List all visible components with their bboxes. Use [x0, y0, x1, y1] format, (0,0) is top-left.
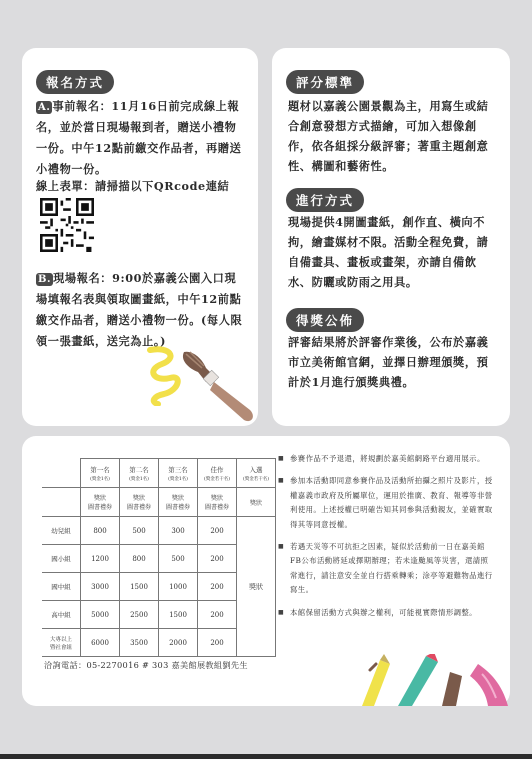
- scoring-title: 評分標準: [286, 70, 364, 94]
- table-cell: 獎狀 圖書禮券: [81, 488, 120, 517]
- table-cell: 1200: [81, 545, 120, 573]
- table-cell: 2500: [120, 601, 159, 629]
- bottom-bar: [0, 754, 532, 759]
- table-cell: 300: [159, 517, 198, 545]
- table-cell: 獎狀 圖書禮券: [198, 488, 237, 517]
- registration-b-text: 現場報名：9:00於嘉義公園入口現場填報名表與領取圖畫紙，中午12前點繳交作品者，贈送小禮物一份。(每人限領一張畫紙，送完為止。): [36, 271, 243, 348]
- table-row: [42, 517, 276, 545]
- colored-pencils-icon: [340, 654, 510, 706]
- prize-table: [42, 458, 276, 657]
- registration-a-text: 事前報名：11月16日前完成線上報名，並於當日現場報到者，贈送小禮物一份。中午12點前繳交作品者，再贈送小禮物一份。: [36, 99, 242, 176]
- table-cell: 獎狀 圖書禮券: [159, 488, 198, 517]
- online-form: [36, 176, 248, 197]
- table-cell: 500: [120, 517, 159, 545]
- scoring-text: 題材以嘉義公園景觀為主，用寫生或結合創意發想方式描繪，可加入想像創作，依各組採分級評審；著重主題創意性、構圖和藝術性。: [288, 99, 489, 173]
- table-cell: 500: [159, 545, 198, 573]
- registration-title: 報名方式: [36, 70, 114, 94]
- table-award-row: [42, 488, 276, 517]
- table-group: 國小組: [42, 545, 81, 573]
- table-cell: 200: [198, 629, 237, 657]
- registration-card: [22, 48, 258, 426]
- table-cell: 3000: [81, 573, 120, 601]
- table-header-cell: 第三名 (獎金1名): [159, 459, 198, 488]
- marker-a: A.: [38, 102, 51, 113]
- table-header-empty: [42, 459, 81, 488]
- info-card: [272, 48, 510, 426]
- table-cell: 200: [198, 573, 237, 601]
- table-cell: 200: [198, 601, 237, 629]
- table-cell: 1500: [120, 573, 159, 601]
- notes-list: [278, 452, 496, 628]
- table-header-cell: 佳作 (獎金若干名): [198, 459, 237, 488]
- process-text: 現場提供4開圖畫紙，創作直、橫向不拘，繪畫媒材不限。活動全程免費，請自備畫具、畫板或畫架，亦請自備飲水、防曬或防雨之用具。: [288, 215, 489, 289]
- qr-code[interactable]: [40, 198, 94, 252]
- table-cell: [42, 488, 81, 517]
- award-text: 評審結果將於評審作業後，公布於嘉義市立美術館官網，並擇日辦理頒獎，預計於1月進行頒獎典禮。: [288, 335, 489, 389]
- online-text: 請掃描以下QRcode連結: [94, 179, 230, 193]
- table-cell: 3500: [120, 629, 159, 657]
- prize-card: [22, 436, 510, 706]
- table-header-cell: 第二名 (獎金1名): [120, 459, 159, 488]
- marker-b: B.: [38, 274, 52, 285]
- award-title: 得獎公佈: [286, 308, 364, 332]
- contact-info: 洽詢電話：05-2270016 # 303 嘉美館展教組劉先生: [44, 660, 248, 670]
- table-cell: 2000: [159, 629, 198, 657]
- table-cell: 800: [81, 517, 120, 545]
- table-header-cell: 第一名 (獎金1名): [81, 459, 120, 488]
- list-item: ■ 參賽作品不予退還，將規劃於嘉美館網路平台適用展示。: [278, 452, 496, 466]
- process-title: 進行方式: [286, 188, 364, 212]
- table-cell: 200: [198, 545, 237, 573]
- registration-b: [36, 268, 248, 352]
- table-group: 高中組: [42, 601, 81, 629]
- table-cell: 1500: [159, 601, 198, 629]
- table-group: 國中組: [42, 573, 81, 601]
- table-cell: 5000: [81, 601, 120, 629]
- table-cell: 6000: [81, 629, 120, 657]
- online-label: 線上表單：: [36, 179, 95, 193]
- paintbrush-icon: [178, 346, 258, 426]
- table-cell: 獎狀 圖書禮券: [120, 488, 159, 517]
- table-group: 幼兒組: [42, 517, 81, 545]
- list-item: ■ 參加本活動即同意參賽作品及活動所拍攝之照片及影片，授權嘉義市政府及所屬單位，運用於推廣、教育、報導等非營利使用。上述授權已明確告知其同參與活動親友，並確實取得其等同意授權。: [278, 474, 496, 532]
- registration-a: [36, 96, 248, 180]
- list-item: ■ 本館保留活動方式與辦之權利，可能視實際情形調整。: [278, 606, 496, 620]
- table-cell: 獎狀: [237, 488, 276, 517]
- table-header-cell: 入選 (獎金若干名): [237, 459, 276, 488]
- table-cell: 200: [198, 517, 237, 545]
- table-header-row: [42, 459, 276, 488]
- table-group: 大專以上 暨社會組: [42, 629, 81, 657]
- list-item: ■ 若遇天災等不可抗拒之因素，疑似於活動前一日在嘉美館FB公布活動將延或擇期辦理；若未逢颱風等災害，還請照常進行，請注意安全並自行搭乘轉乘；涂亭等避難物品進行寫生。: [278, 540, 496, 598]
- table-cell: 800: [120, 545, 159, 573]
- table-merged-cell: 獎狀: [237, 517, 276, 657]
- table-cell: 1000: [159, 573, 198, 601]
